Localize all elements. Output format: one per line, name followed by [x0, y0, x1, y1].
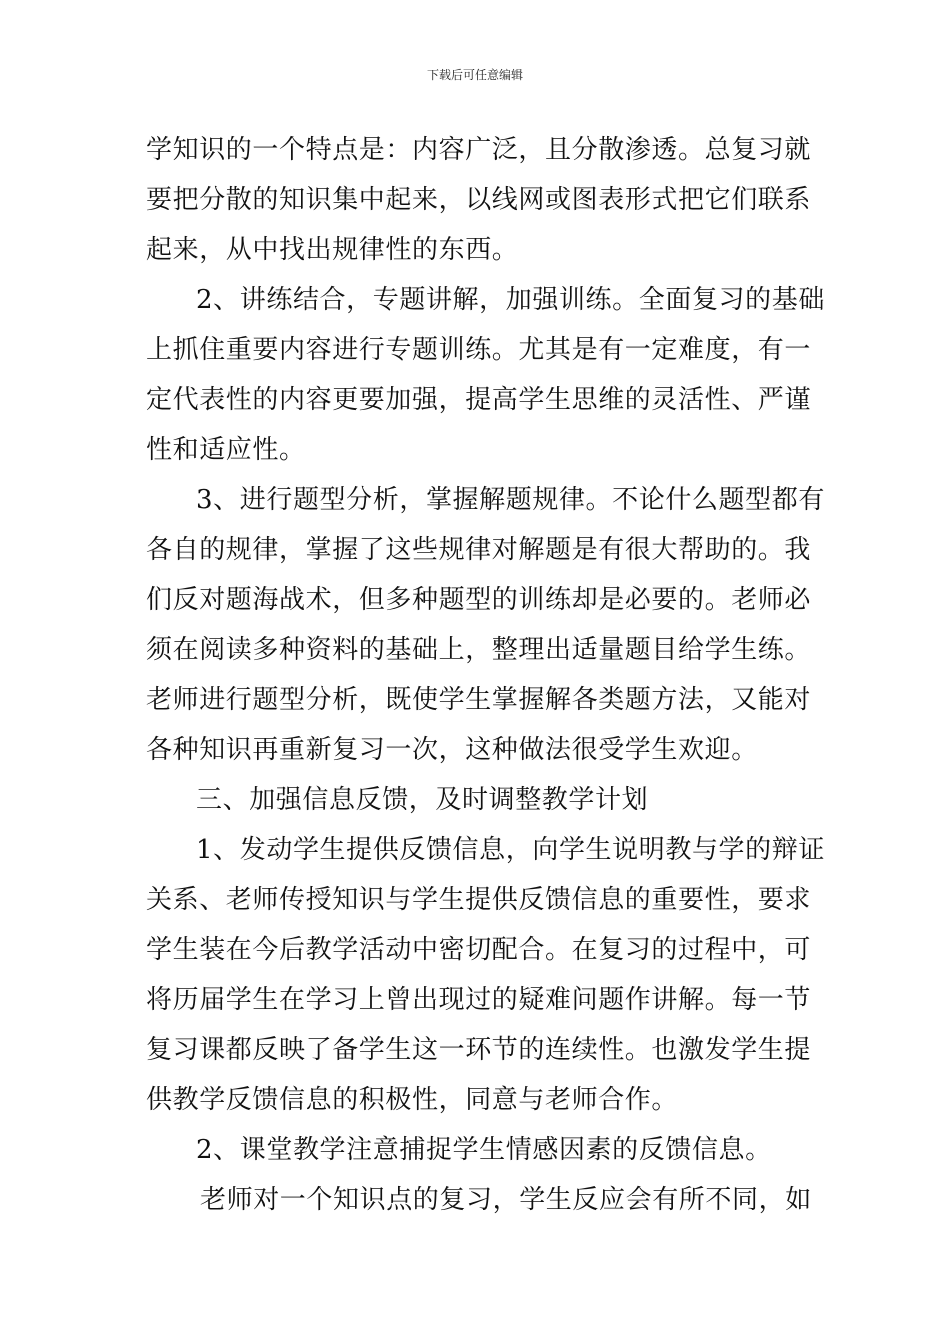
text-line-17: 学生装在今后教学活动中密切配合。在复习的过程中，可 — [146, 935, 812, 965]
text-line-18: 将历届学生在学习上曾出现过的疑难问题作讲解。每一节 — [146, 985, 812, 1015]
text-line-1: 学知识的一个特点是：内容广泛，且分散渗透。总复习就 — [146, 135, 812, 165]
text-line-20: 供教学反馈信息的积极性，同意与老师合作。 — [146, 1085, 679, 1115]
page-header-note: 下载后可任意编辑 — [426, 68, 523, 82]
text-line-6: 定代表性的内容更要加强，提高学生思维的灵活性、严谨 — [146, 385, 812, 415]
text-line-13: 各种知识再重新复习一次，这种做法很受学生欢迎。 — [146, 735, 758, 765]
paragraph-item-2-start: 2、讲练结合，专题讲解，加强训练。全面复习的基础 — [196, 285, 825, 315]
text-line-10: 们反对题海战术，但多种题型的训练却是必要的。老师必 — [146, 585, 812, 615]
text-line-2: 要把分散的知识集中起来，以线网或图表形式把它们联系 — [146, 185, 812, 215]
text-line-5: 上抓住重要内容进行专题训练。尤其是有一定难度，有一 — [146, 335, 812, 365]
text-line-12: 老师进行题型分析，既使学生掌握解各类题方法，又能对 — [146, 685, 812, 715]
paragraph-item-3-start: 3、进行题型分析，掌握解题规律。不论什么题型都有 — [196, 485, 825, 515]
section-heading-three: 三、加强信息反馈，及时调整教学计划 — [196, 785, 649, 815]
text-line-3: 起来，从中找出规律性的东西。 — [146, 235, 519, 265]
document-body — [146, 125, 825, 1225]
text-line-16: 关系、老师传授知识与学生提供反馈信息的重要性，要求 — [146, 885, 812, 915]
text-line-19: 复习课都反映了备学生这一环节的连续性。也激发学生提 — [146, 1035, 812, 1065]
paragraph-final-start: 老师对一个知识点的复习，学生反应会有所不同，如 — [200, 1185, 812, 1215]
text-line-11: 须在阅读多种资料的基础上，整理出适量题目给学生练。 — [146, 635, 812, 665]
text-line-9: 各自的规律，掌握了这些规律对解题是有很大帮助的。我 — [146, 535, 812, 565]
paragraph-section3-item-1-start: 1、发动学生提供反馈信息，向学生说明教与学的辩证 — [196, 835, 825, 865]
text-line-7: 性和适应性。 — [146, 435, 306, 465]
paragraph-section3-item-2: 2、课堂教学注意捕捉学生情感因素的反馈信息。 — [196, 1135, 772, 1165]
